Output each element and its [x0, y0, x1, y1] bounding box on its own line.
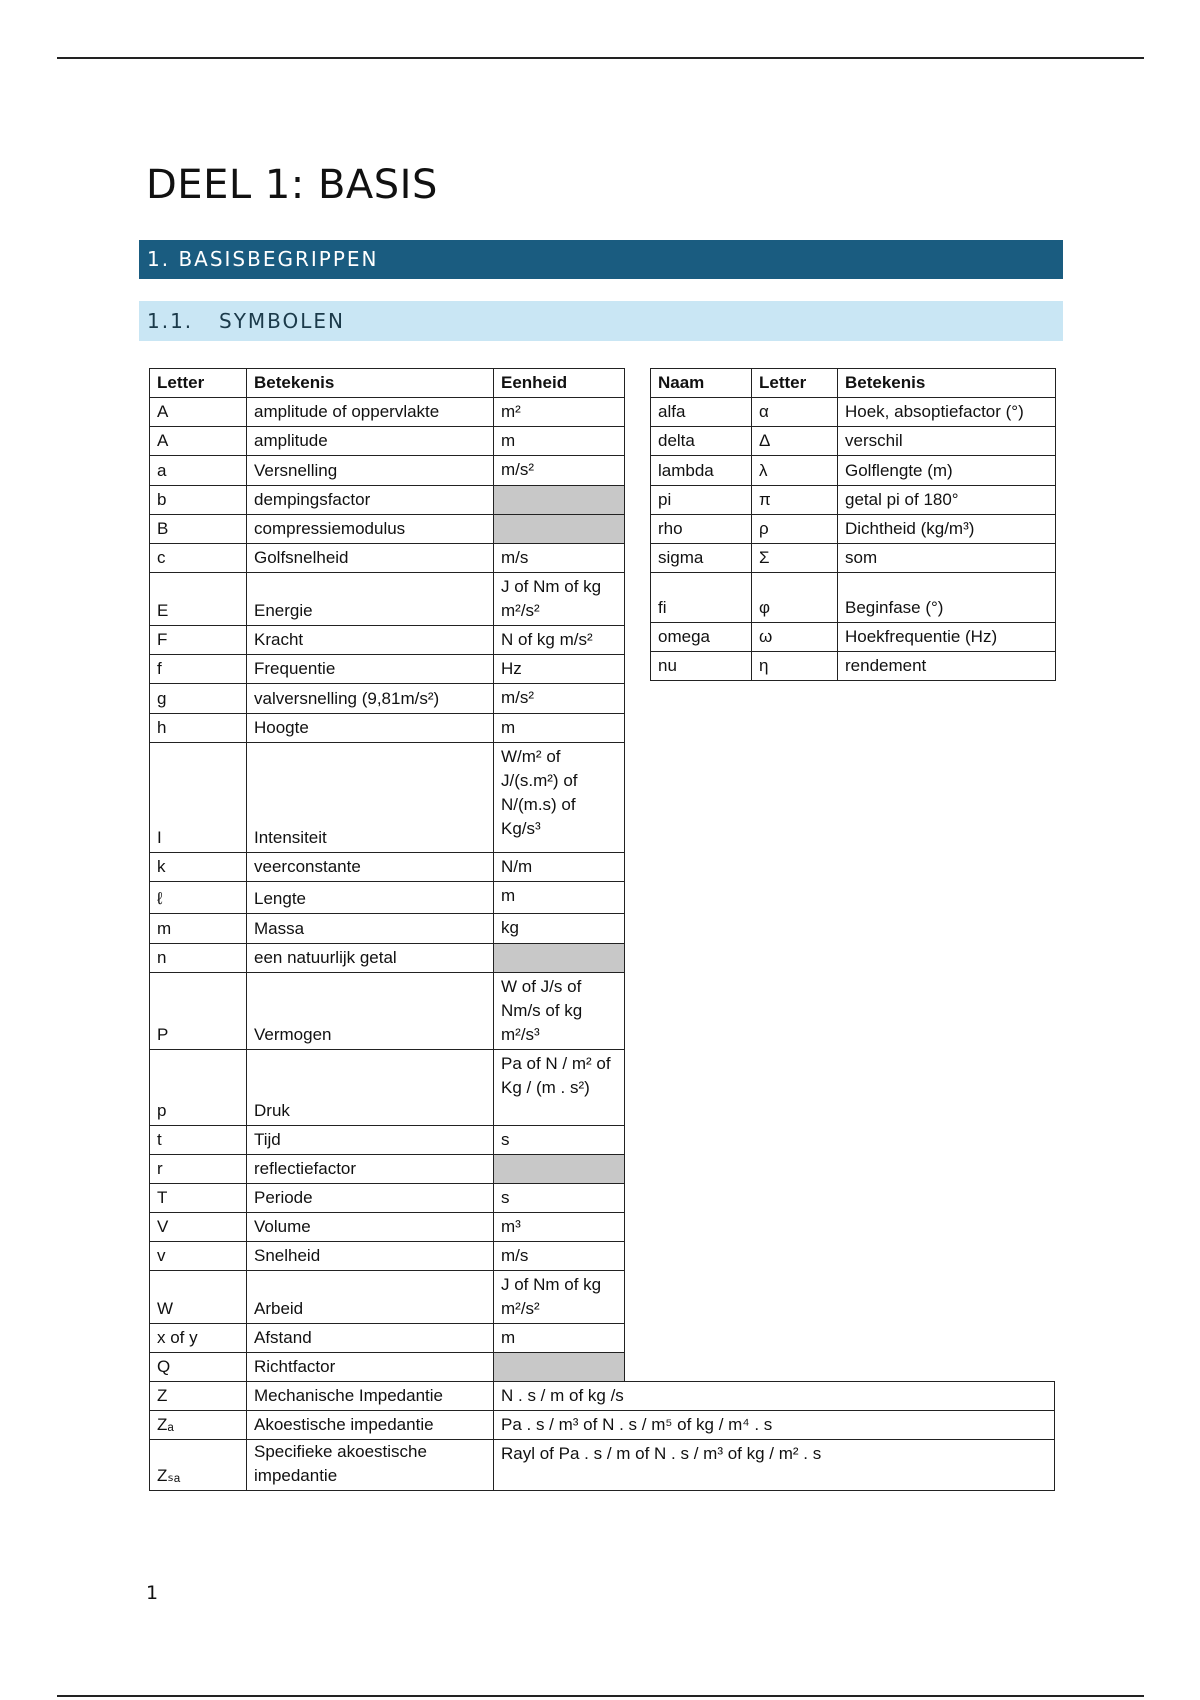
greek-letter: α: [752, 398, 838, 427]
subsection-heading: [139, 301, 1063, 341]
symbol-meaning: amplitude: [247, 427, 494, 456]
gap-cell: [625, 1242, 1055, 1271]
greek-meaning: verschil: [838, 427, 1056, 456]
symbol-unit: m/s²: [494, 684, 625, 714]
table-row: [150, 684, 1055, 714]
symbol-letter: F: [150, 626, 247, 655]
gap-cell: [625, 853, 1055, 882]
table-row: [651, 398, 1056, 427]
symbol-letter: p: [150, 1050, 247, 1126]
symbol-unit: [494, 486, 625, 515]
gap-cell: [625, 944, 1055, 973]
symbol-meaning: Golfsnelheid: [247, 544, 494, 573]
symbol-letter: c: [150, 544, 247, 573]
footer-rule: [57, 1695, 1144, 1697]
symbol-meaning: Frequentie: [247, 655, 494, 684]
symbol-letter: T: [150, 1184, 247, 1213]
table-row: [651, 515, 1056, 544]
symbol-letter: I: [150, 743, 247, 853]
header-meaning: Betekenis: [838, 369, 1056, 398]
symbol-letter: Zₐ: [150, 1411, 247, 1440]
symbol-unit: m/s: [494, 544, 625, 573]
symbol-meaning: Snelheid: [247, 1242, 494, 1271]
symbol-meaning: Versnelling: [247, 456, 494, 486]
table-row: [150, 973, 1055, 1050]
symbol-unit: s: [494, 1184, 625, 1213]
greek-letter: η: [752, 652, 838, 681]
table-row: [150, 714, 1055, 743]
symbol-unit: Pa . s / m³ of N . s / m⁵ of kg / m⁴ . s: [494, 1411, 1055, 1440]
symbol-meaning: valversnelling (9,81m/s²): [247, 684, 494, 714]
header-unit: Eenheid: [494, 369, 625, 398]
symbol-meaning: Volume: [247, 1213, 494, 1242]
greek-name: rho: [651, 515, 752, 544]
greek-meaning: getal pi of 180°: [838, 486, 1056, 515]
symbol-unit: m: [494, 1324, 625, 1353]
symbol-letter: h: [150, 714, 247, 743]
gap-cell: [625, 1271, 1055, 1324]
gap-cell: [625, 684, 1055, 714]
header-rule: [57, 57, 1144, 59]
symbol-unit: m²: [494, 398, 625, 427]
symbol-meaning: Richtfactor: [247, 1353, 494, 1382]
table-row: [150, 1155, 1055, 1184]
table-row: [150, 1184, 1055, 1213]
symbol-letter: r: [150, 1155, 247, 1184]
table-row: [150, 1050, 1055, 1126]
symbol-unit: kg: [494, 914, 625, 944]
table-row: [150, 1126, 1055, 1155]
gap-cell: [625, 1213, 1055, 1242]
gap-cell: [625, 973, 1055, 1050]
table-row: [150, 1440, 1055, 1491]
greek-meaning: Beginfase (°): [838, 573, 1056, 623]
symbol-letter: f: [150, 655, 247, 684]
table-row: [651, 652, 1056, 681]
symbol-meaning: compressiemodulus: [247, 515, 494, 544]
symbol-letter: b: [150, 486, 247, 515]
header-name: Naam: [651, 369, 752, 398]
page-heading: DEEL 1: BASIS: [146, 162, 438, 208]
symbol-letter: E: [150, 573, 247, 626]
symbol-unit: m/s²: [494, 456, 625, 486]
symbol-unit: J of Nm of kg m²/s²: [494, 1271, 625, 1324]
symbol-meaning: Druk: [247, 1050, 494, 1126]
symbol-letter: g: [150, 684, 247, 714]
greek-letter: Σ: [752, 544, 838, 573]
symbol-meaning: Akoestische impedantie: [247, 1411, 494, 1440]
gap-cell: [625, 1184, 1055, 1213]
symbol-meaning: Energie: [247, 573, 494, 626]
greek-meaning: rendement: [838, 652, 1056, 681]
greek-meaning: Dichtheid (kg/m³): [838, 515, 1056, 544]
symbol-meaning: Specifieke akoestische impedantie: [247, 1440, 494, 1491]
greek-name: omega: [651, 623, 752, 652]
table-row: [150, 944, 1055, 973]
symbol-letter: v: [150, 1242, 247, 1271]
symbol-unit: m: [494, 427, 625, 456]
symbol-letter: t: [150, 1126, 247, 1155]
greek-letter: ρ: [752, 515, 838, 544]
symbol-meaning: Afstand: [247, 1324, 494, 1353]
table-row: [150, 882, 1055, 914]
symbol-letter: k: [150, 853, 247, 882]
gap-cell: [625, 743, 1055, 853]
symbol-unit: Pa of N / m² of Kg / (m . s²): [494, 1050, 625, 1126]
gap-cell: [625, 1324, 1055, 1353]
table-row: [150, 1353, 1055, 1382]
symbol-meaning: Periode: [247, 1184, 494, 1213]
greek-header-row: [651, 369, 1056, 398]
gap-cell: [625, 1126, 1055, 1155]
greek-name: fi: [651, 573, 752, 623]
table-row: [150, 743, 1055, 853]
gap-cell: [625, 914, 1055, 944]
greek-meaning: Hoekfrequentie (Hz): [838, 623, 1056, 652]
table-row: [651, 427, 1056, 456]
symbol-letter: A: [150, 398, 247, 427]
symbol-letter: Z: [150, 1382, 247, 1411]
table-row: [651, 486, 1056, 515]
symbol-meaning: Massa: [247, 914, 494, 944]
symbol-unit: m: [494, 882, 625, 914]
gap-cell: [625, 1353, 1055, 1382]
greek-letters-table: [650, 368, 1056, 681]
symbol-meaning: amplitude of oppervlakte: [247, 398, 494, 427]
symbol-unit: N of kg m/s²: [494, 626, 625, 655]
symbol-letter: a: [150, 456, 247, 486]
greek-letter: φ: [752, 573, 838, 623]
greek-letter: ω: [752, 623, 838, 652]
table-row: [150, 1271, 1055, 1324]
section-heading: 1. BASISBEGRIPPEN: [139, 240, 1063, 279]
greek-name: alfa: [651, 398, 752, 427]
symbol-letter: W: [150, 1271, 247, 1324]
greek-meaning: Golflengte (m): [838, 456, 1056, 486]
table-row: [150, 1411, 1055, 1440]
symbol-unit: [494, 944, 625, 973]
symbol-letter: A: [150, 427, 247, 456]
greek-meaning: Hoek, absoptiefactor (°): [838, 398, 1056, 427]
table-row: [150, 853, 1055, 882]
symbol-meaning: veerconstante: [247, 853, 494, 882]
symbol-unit: N/m: [494, 853, 625, 882]
greek-name: pi: [651, 486, 752, 515]
subsection-title: SYMBOLEN: [219, 309, 346, 333]
symbol-meaning: Vermogen: [247, 973, 494, 1050]
header-letter: Letter: [752, 369, 838, 398]
symbol-unit: Hz: [494, 655, 625, 684]
symbol-letter: m: [150, 914, 247, 944]
header-letter: Letter: [150, 369, 247, 398]
symbol-letter: ℓ: [150, 882, 247, 914]
symbol-meaning: reflectiefactor: [247, 1155, 494, 1184]
greek-letter: Δ: [752, 427, 838, 456]
symbol-meaning: Lengte: [247, 882, 494, 914]
greek-letter: π: [752, 486, 838, 515]
symbol-unit: Rayl of Pa . s / m of N . s / m³ of kg / m² . s: [494, 1440, 1055, 1491]
symbol-unit: [494, 1155, 625, 1184]
symbol-unit: [494, 515, 625, 544]
symbol-unit: W of J/s of Nm/s of kg m²/s³: [494, 973, 625, 1050]
gap-cell: [625, 1050, 1055, 1126]
table-row: [150, 914, 1055, 944]
greek-name: delta: [651, 427, 752, 456]
greek-name: lambda: [651, 456, 752, 486]
gap-cell: [625, 714, 1055, 743]
symbol-meaning: dempingsfactor: [247, 486, 494, 515]
symbol-unit: W/m² of J/(s.m²) of N/(m.s) of Kg/s³: [494, 743, 625, 853]
symbol-unit: [494, 1353, 625, 1382]
symbol-meaning: Arbeid: [247, 1271, 494, 1324]
symbol-meaning: Kracht: [247, 626, 494, 655]
symbol-meaning: Tijd: [247, 1126, 494, 1155]
table-row: [651, 623, 1056, 652]
symbol-letter: V: [150, 1213, 247, 1242]
symbol-unit: J of Nm of kg m²/s²: [494, 573, 625, 626]
table-row: [150, 1213, 1055, 1242]
symbol-unit: N . s / m of kg /s: [494, 1382, 1055, 1411]
page-number: 1: [146, 1582, 159, 1604]
symbol-meaning: een natuurlijk getal: [247, 944, 494, 973]
greek-name: sigma: [651, 544, 752, 573]
symbol-unit: m³: [494, 1213, 625, 1242]
symbol-letter: n: [150, 944, 247, 973]
symbol-letter: P: [150, 973, 247, 1050]
symbol-unit: m/s: [494, 1242, 625, 1271]
symbol-letter: Zₛₐ: [150, 1440, 247, 1491]
table-row: [150, 1382, 1055, 1411]
symbol-meaning: Hoogte: [247, 714, 494, 743]
table-row: [150, 1242, 1055, 1271]
symbol-meaning: Intensiteit: [247, 743, 494, 853]
greek-letter: λ: [752, 456, 838, 486]
symbol-meaning: Mechanische Impedantie: [247, 1382, 494, 1411]
table-row: [651, 456, 1056, 486]
symbol-unit: m: [494, 714, 625, 743]
symbol-letter: x of y: [150, 1324, 247, 1353]
table-row: [651, 544, 1056, 573]
gap-cell: [625, 1155, 1055, 1184]
symbol-letter: B: [150, 515, 247, 544]
subsection-number: 1.1.: [147, 309, 194, 333]
symbol-letter: Q: [150, 1353, 247, 1382]
table-row: [651, 573, 1056, 623]
header-meaning: Betekenis: [247, 369, 494, 398]
table-row: [150, 1324, 1055, 1353]
gap-cell: [625, 882, 1055, 914]
greek-name: nu: [651, 652, 752, 681]
symbol-unit: s: [494, 1126, 625, 1155]
greek-meaning: som: [838, 544, 1056, 573]
